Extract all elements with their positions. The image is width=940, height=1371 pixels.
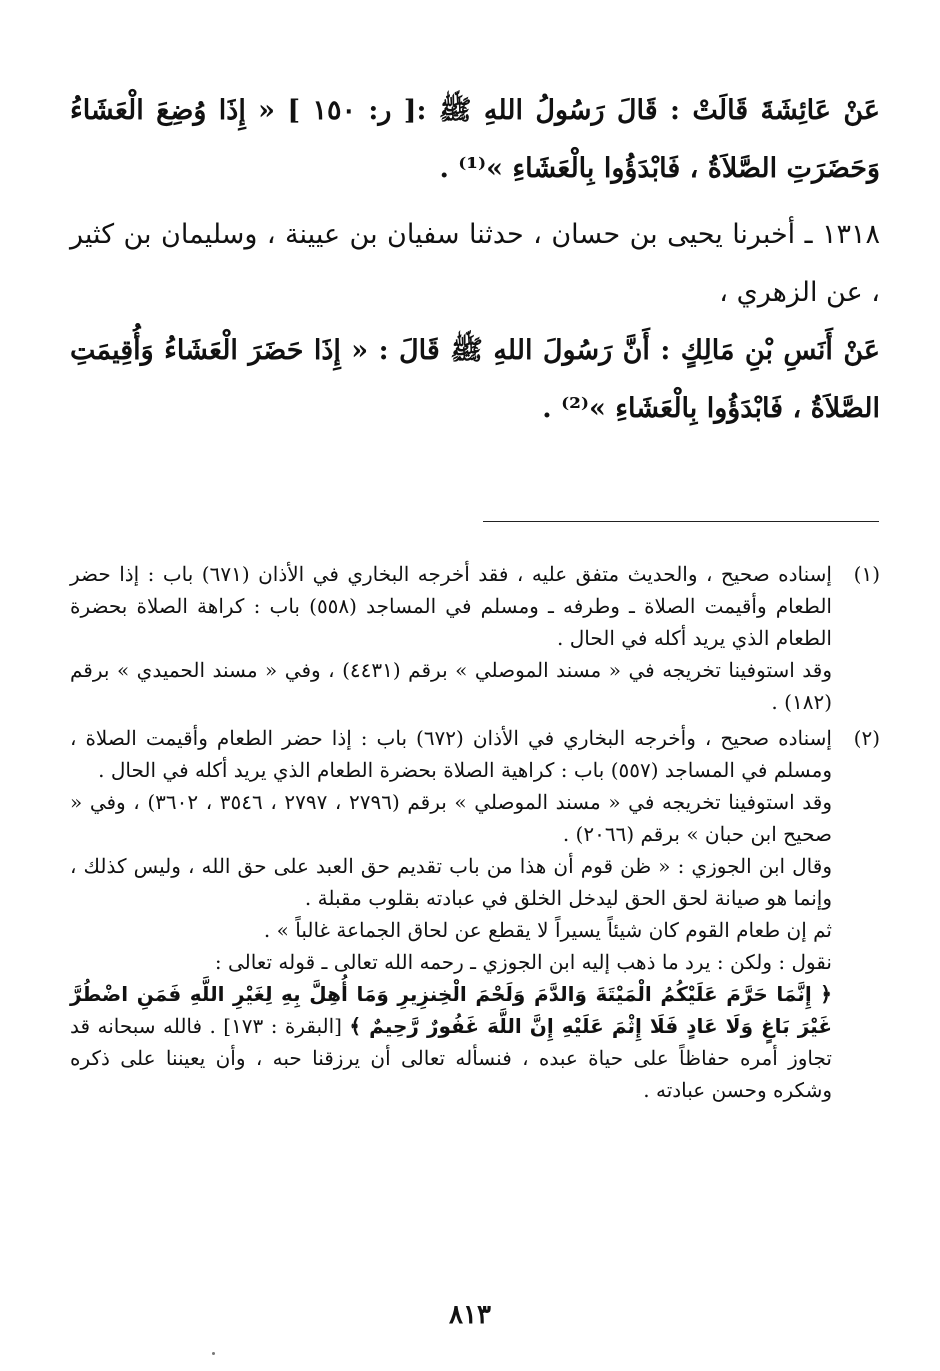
page-number: ٨١٣ (449, 1300, 491, 1330)
footnotes (70, 558, 880, 1106)
hadith-anas: عَنْ أَنَسِ بْنِ مَالِكٍ : أَنَّ رَسُولَ اللهِ ﷺ قَالَ : « إِذَا حَضَرَ الْعَشَاءُ وَأُقِيمَتِ الصَّلاَةُ ، فَابْدَؤُوا بِالْعَشَاءِ »⁽²⁾ . (70, 335, 880, 424)
footnote-body (70, 722, 832, 1106)
footnote-body (70, 558, 832, 718)
footnote-paragraph: نقول : ولكن : يرد ما ذهب إليه ابن الجوزي ـ رحمه الله تعالى ـ قوله تعالى : (214, 950, 832, 974)
footnote-2 (70, 722, 880, 1106)
footnote-separator (483, 521, 879, 522)
footnote-number: (١) (853, 562, 880, 586)
footnote-paragraph: ثم إن طعام القوم كان شيئاً يسيراً لا يقطع عن لحاق الجماعة غالباً » . (263, 918, 832, 942)
scan-speck (212, 1352, 215, 1355)
footnote-number: (٢) (853, 726, 880, 750)
footnote-paragraph: وقد استوفينا تخريجه في « مسند الموصلي » برقم (٤٤٣١) ، وفي « مسند الحميدي » برقم (١٨٢) . (70, 658, 833, 714)
verse-commentary: [البقرة : ١٧٣] . فالله سبحانه قد تجاوز أمره حفاظاً على حياة عبده ، فنسأله تعالى أن يرزقنا حبه ، وأن يعيننا على ذكره وشكره وحسن عبادته . (70, 1014, 832, 1102)
main-text (70, 82, 880, 438)
footnote-1 (70, 558, 880, 718)
quran-verse: ﴿ إِنَّمَا حَرَّمَ عَلَيْكُمُ الْمَيْتَةَ وَالدَّمَ وَلَحْمَ الْخِنزِيرِ وَمَا أُهِلَّ بِهِ لِغَيْرِ اللَّهِ فَمَنِ اضْطُرَّ غَيْرَ بَاغٍ وَلَا عَادٍ فَلَا إِثْمَ عَلَيْهِ إِنَّ اللَّهَ غَفُورٌ رَّحِيمٌ ﴾ (70, 982, 832, 1038)
quran-paragraph (70, 978, 832, 1106)
footnote-paragraph: وقد استوفينا تخريجه في « مسند الموصلي » برقم (٢٧٩٦ ، ٢٧٩٧ ، ٣٥٤٦ ، ٣٦٠٢) ، وفي « صحيح ابن حبان » برقم (٢٠٦٦) . (70, 790, 832, 846)
footnote-paragraph: وقال ابن الجوزي : « ظن قوم أن هذا من باب تقديم حق العبد على حق الله ، وليس كذلك ، وإنما هو صيانة لحق الحق ليدخل الخلق في عبادته بقلوب مقبلة . (70, 854, 832, 910)
footnote-paragraph: إسناده صحيح ، والحديث متفق عليه ، فقد أخرجه البخاري في الأذان (٦٧١) باب : إذا حضر الطعام وأقيمت الصلاة ـ وطرفه ـ ومسلم في المساجد (٥٥٨) باب : كراهة الصلاة بحضرة الطعام الذي يريد أكله في الحال . (70, 562, 832, 650)
hadith-aisha: عَنْ عَائِشَةَ قَالَتْ : قَالَ رَسُولُ اللهِ ﷺ :[ ر: ١٥٠ ] « إِذَا وُضِعَ الْعَشَاءُ وَحَضَرَتِ الصَّلاَةُ ، فَابْدَؤُوا بِالْعَشَاءِ »⁽¹⁾ . (70, 95, 880, 184)
isnad-1318: ١٣١٨ ـ أخبرنا يحيى بن حسان ، حدثنا سفيان بن عيينة ، وسليمان بن كثير ، عن الزهري ، (70, 219, 880, 308)
footnote-paragraph: إسناده صحيح ، وأخرجه البخاري في الأذان (٦٧٢) باب : إذا حضر الطعام وأقيمت الصلاة ، ومسلم في المساجد (٥٥٧) باب : كراهية الصلاة بحضرة الطعام الذي يريد أكله في الحال . (70, 726, 832, 782)
